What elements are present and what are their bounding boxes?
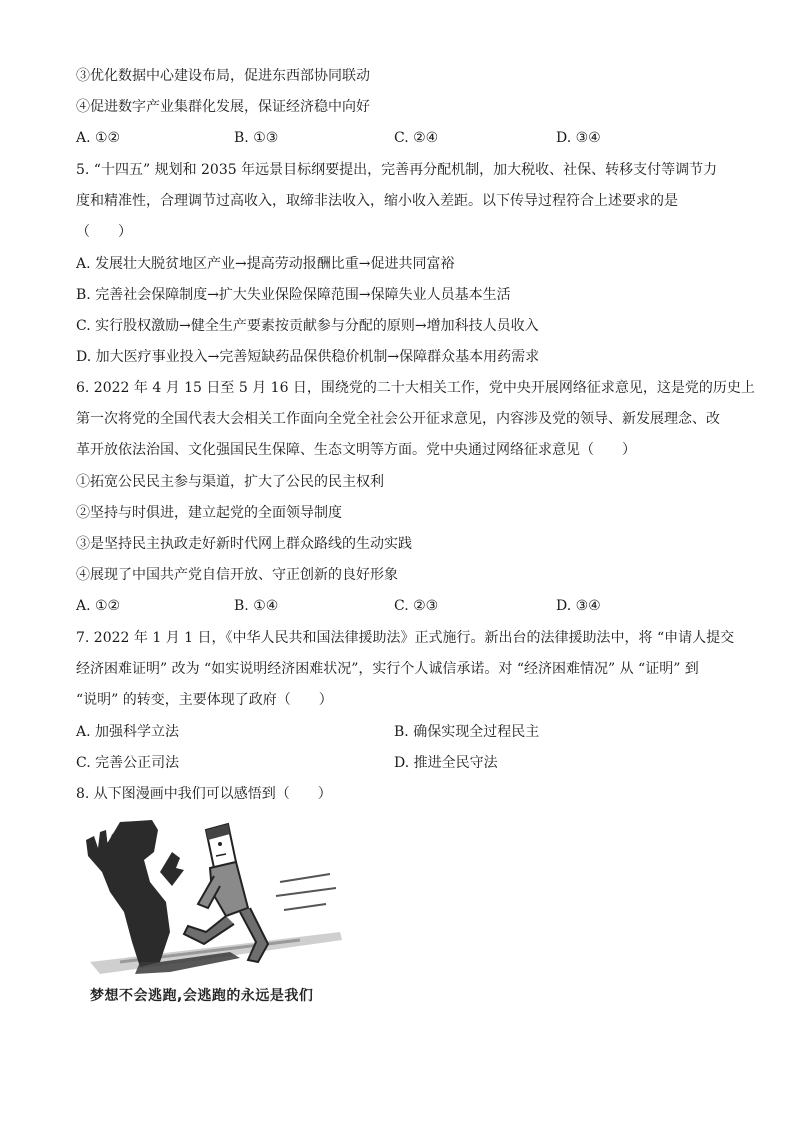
q5-option-b[interactable]: B. 完善社会保障制度→扩大失业保险保障范围→保障失业人员基本生活 [76,287,511,303]
q5-option-a[interactable]: A. 发展壮大脱贫地区产业→提高劳动报酬比重→促进共同富裕 [76,256,455,272]
q6-statement-4: ④展现了中国共产党自信开放、守正创新的良好形象 [76,567,398,583]
q4-option-c[interactable]: C. ②④ [394,130,439,146]
q4-options [76,128,736,148]
q6-stem-line-1: 6. 2022 年 4 月 15 日至 5 月 16 日，围绕党的二十大相关工作，党中央开展网络征求意见，这是党的历史上 [76,380,755,396]
q7-option-c[interactable]: C. 完善公正司法 [76,755,180,771]
q7-option-a[interactable]: A. 加强科学立法 [76,724,180,740]
cartoon-caption: 梦想不会逃跑,会逃跑的永远是我们 [90,988,314,1004]
q5-stem-line-1: 5. “十四五” 规划和 2035 年远景目标纲要提出，完善再分配机制，加大税收、社保、转移支付等调节力 [76,162,718,178]
q7-stem-line-3: “说明” 的转变，主要体现了政府（ ） [76,692,333,708]
q6-option-d[interactable]: D. ③④ [556,598,601,614]
cartoon-illustration [80,812,350,1012]
statement-4: ④促进数字产业集群化发展，保证经济稳中向好 [76,99,370,115]
q6-stem-line-2: 第一次将党的全国代表大会相关工作面向全党全社会公开征求意见，内容涉及党的领导、新发展理念、改 [76,411,720,427]
q4-option-a[interactable]: A. ①② [76,130,121,146]
q6-statement-3: ③是坚持民主执政走好新时代网上群众路线的生动实践 [76,536,412,552]
q5-option-c[interactable]: C. 实行股权激励→健全生产要素按贡献参与分配的原则→增加科技人员收入 [76,318,539,334]
q4-option-d[interactable]: D. ③④ [556,130,601,146]
statement-3: ③优化数据中心建设布局，促进东西部协同联动 [76,68,370,84]
q7-option-d[interactable]: D. 推进全民守法 [394,755,498,771]
q5-stem-line-2: 度和精准性，合理调节过高收入，取缔非法收入，缩小收入差距。以下传导过程符合上述要求的是 [76,193,678,209]
q6-option-c[interactable]: C. ②③ [394,598,439,614]
shadow-figure [98,820,170,967]
q7-option-b[interactable]: B. 确保实现全过程民主 [394,724,540,740]
q6-options [76,596,736,616]
q8-stem: 8. 从下图漫画中我们可以感悟到（ ） [76,786,332,802]
q7-options-row-2 [76,753,736,773]
q6-statement-1: ①拓宽公民民主参与渠道，扩大了公民的民主权利 [76,474,384,490]
q7-options-row-1 [76,722,736,742]
q6-option-a[interactable]: A. ①② [76,598,121,614]
q6-stem-line-3: 革开放依法治国、文化强国民生保障、生态文明等方面。党中央通过网络征求意见（ ） [76,442,636,458]
q5-answer-bracket: （ ） [76,224,132,240]
q6-option-b[interactable]: B. ①④ [234,598,279,614]
q4-option-b[interactable]: B. ①③ [234,130,279,146]
q7-stem-line-2: 经济困难证明” 改为 “如实说明经济困难状况”，实行个人诚信承诺。对 “经济困难情况” 从 “证明” 到 [76,661,699,677]
q5-option-d[interactable]: D. 加大医疗事业投入→完善短缺药品保供稳价机制→保障群众基本用药需求 [76,349,540,365]
q7-stem-line-1: 7. 2022 年 1 月 1 日，《中华人民共和国法律援助法》正式施行。新出台的法律援助法中，将 “申请人提交 [76,630,735,646]
q6-statement-2: ②坚持与时俱进，建立起党的全面领导制度 [76,505,342,521]
